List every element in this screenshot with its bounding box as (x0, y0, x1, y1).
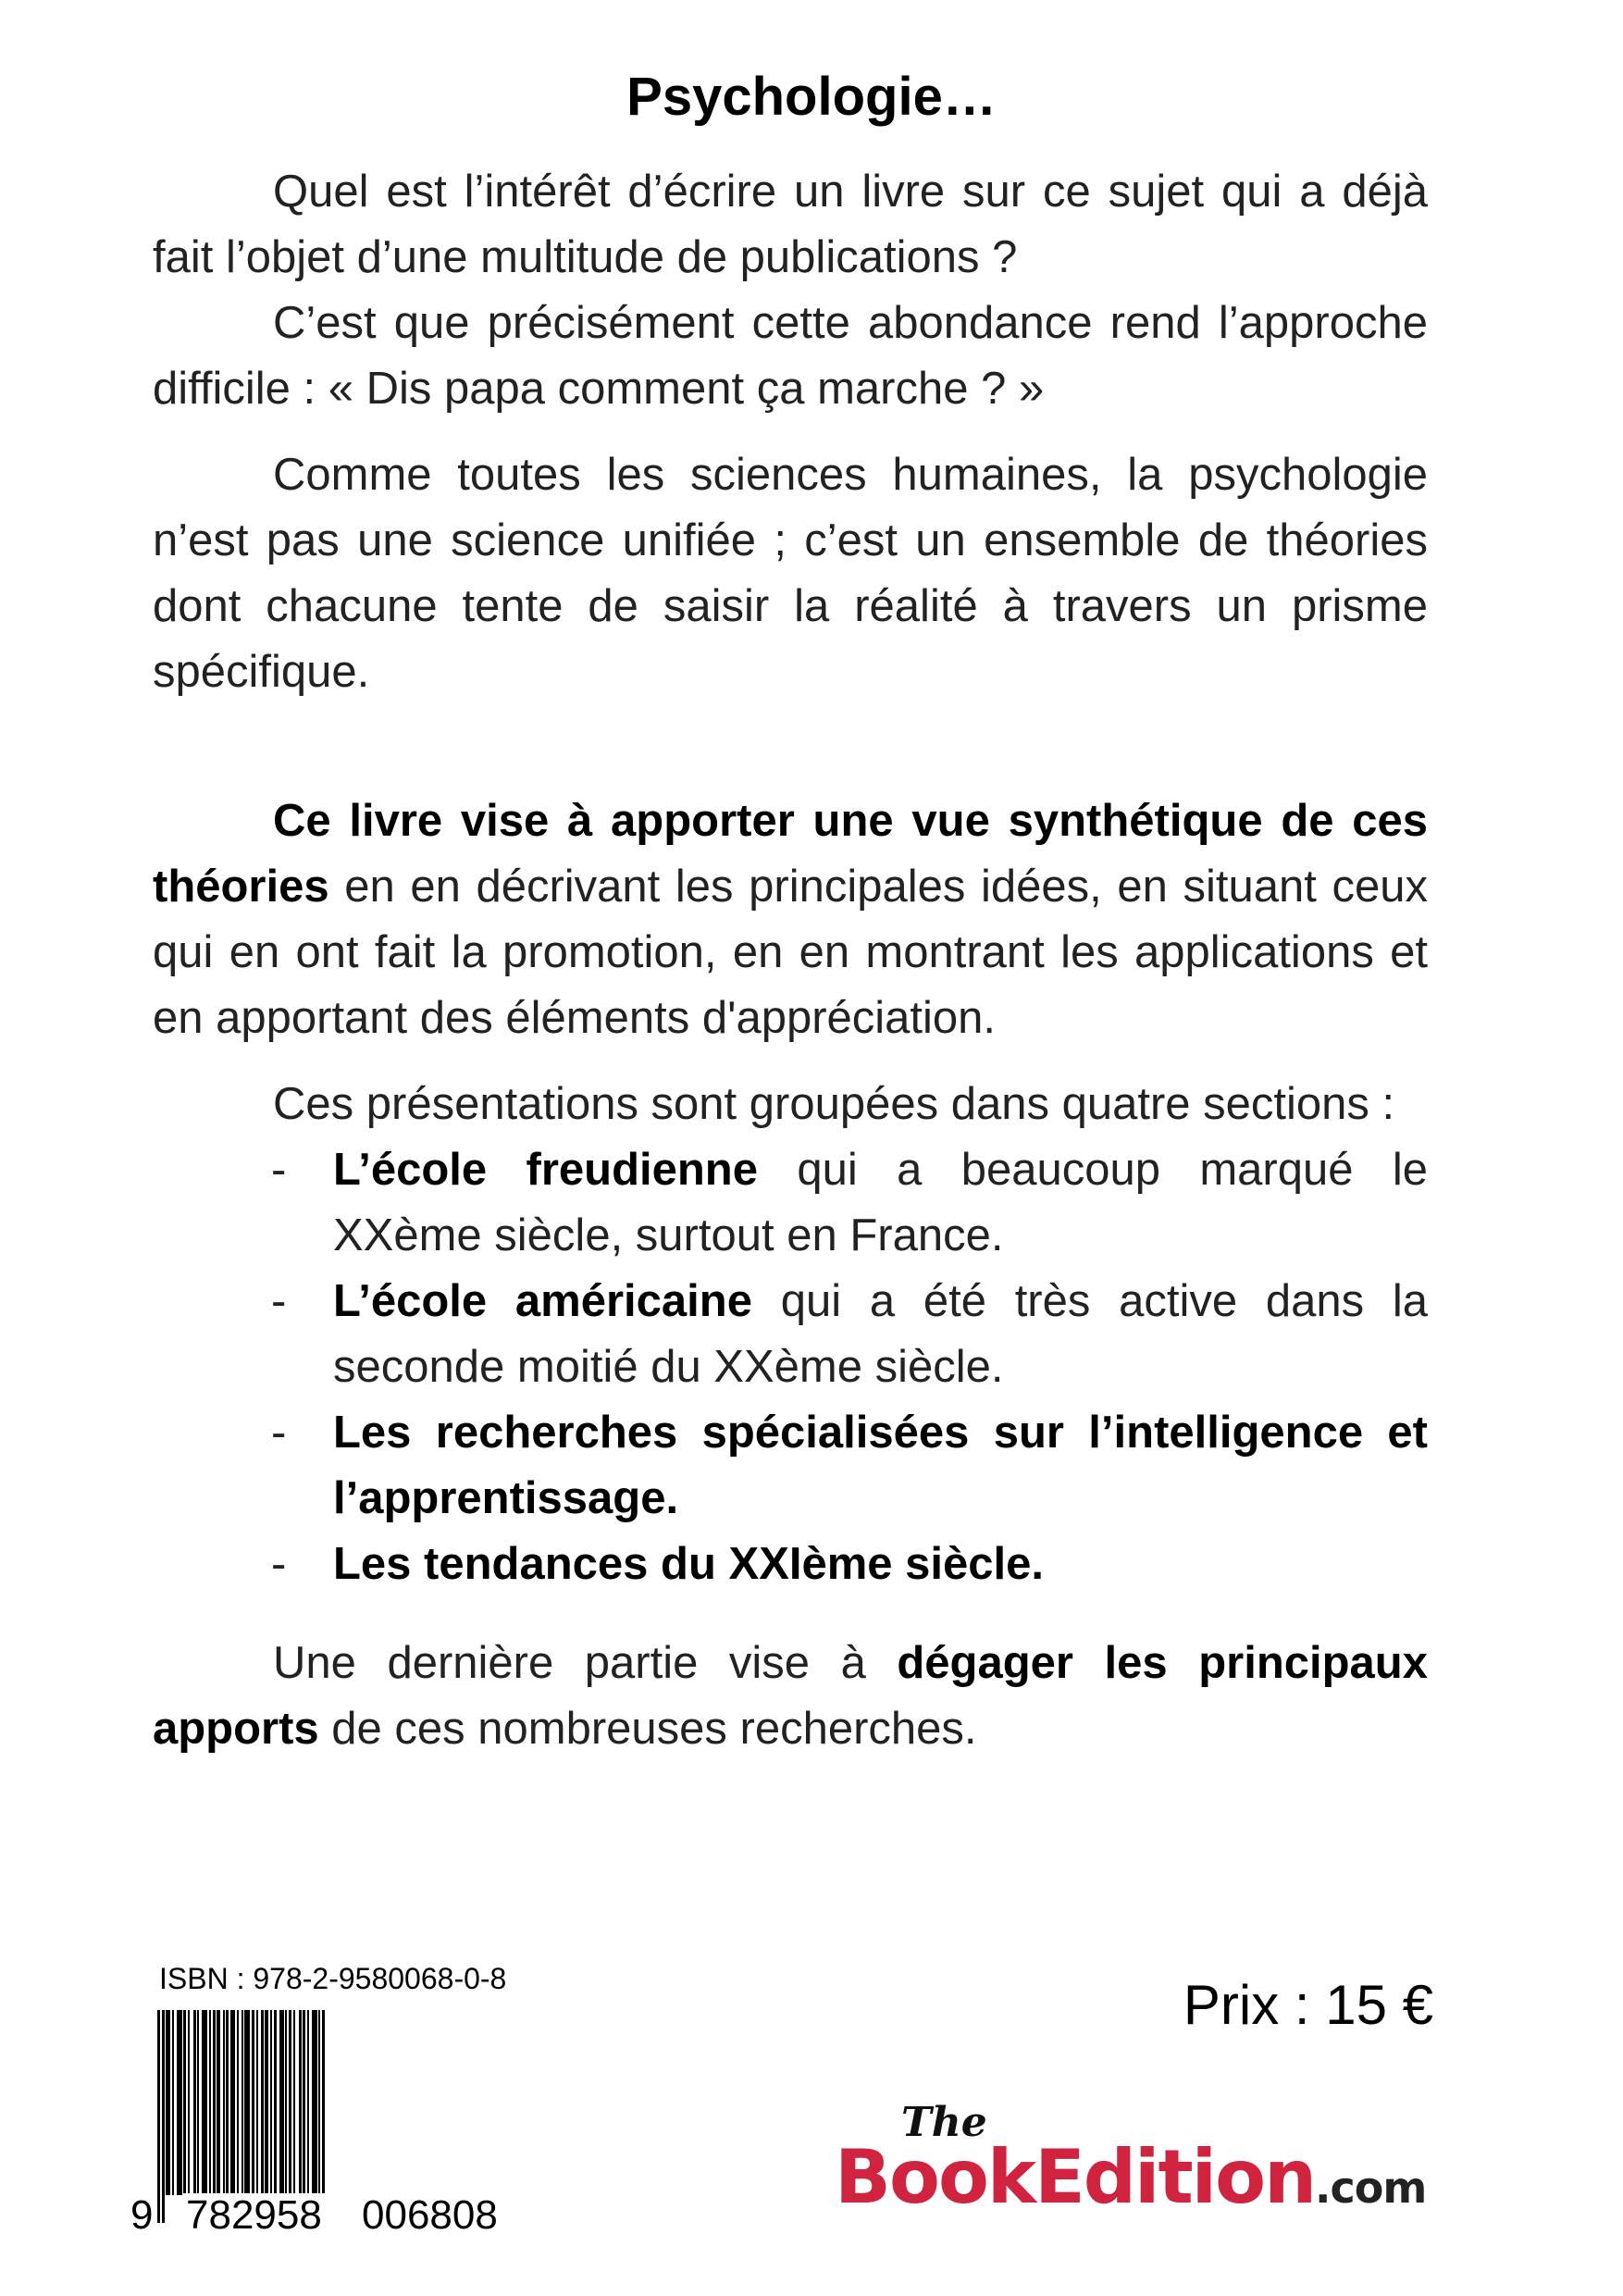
isbn-label: ISBN : 978-2-9580068-0-8 (159, 1962, 507, 1995)
closing-paragraph (153, 1631, 1428, 1762)
closing-text-post: de ces nombreuses recherches. (318, 1704, 977, 1754)
logo-wordmark (835, 2134, 1426, 2220)
section-item (153, 1269, 1428, 1400)
closing-text-pre: Une dernière partie vise à (273, 1638, 898, 1688)
section-item-bold: Les recherches spécialisées sur l’intelligence et l’apprentissage. (333, 1408, 1428, 1523)
intro-paragraph-2: C’est que précisément cette abondance rend l’approche difficile : « Dis papa comment ça marche ? » (153, 298, 1428, 414)
section-item-text: qui a été très active dans la seconde moitié du XXème siècle. (333, 1276, 1429, 1392)
section-item-bold: Les tendances du XXIème siècle. (333, 1539, 1045, 1589)
aim-bold-text: Ce livre vise à apporter une vue synthétique de ces théories (153, 796, 1428, 912)
barcode-digit-group-2: 006808 (359, 2193, 501, 2238)
sections-intro: Ces présentations sont groupées dans quatre sections : (273, 1079, 1395, 1129)
barcode (157, 2010, 516, 2223)
section-item (153, 1137, 1428, 1269)
book-title: Psychologie… (626, 67, 997, 127)
intro-paragraph-1: Quel est l’intérêt d’écrire un livre sur ce sujet qui a déjà fait l’objet d’une multitude de publications ? (153, 167, 1428, 282)
section-item-bold: L’école américaine (333, 1276, 752, 1326)
closing-bold-text: dégager les principaux apports (153, 1638, 1428, 1754)
list-dash: - (271, 1276, 287, 1326)
section-item-bold: L’école freudienne (333, 1145, 758, 1195)
barcode-digit-group-1: 782958 (183, 2193, 325, 2238)
price: Prix : 15 € (1183, 1974, 1433, 2036)
publisher-logo (835, 2099, 1445, 2219)
section-item (153, 1400, 1428, 1532)
section-item (153, 1532, 1428, 1597)
sections-list (153, 1137, 1428, 1597)
list-dash: - (271, 1539, 287, 1589)
aim-text: en en décrivant les principales idées, en situant ceux qui en ont fait la promotion, en en montrant les applications et en apportant des éléments d'appréciation. (153, 862, 1428, 1043)
barcode-digits (128, 2193, 526, 2238)
logo-tld-text: .com (1315, 2163, 1427, 2213)
aim-paragraph (153, 788, 1428, 1051)
section-item-text: qui a beaucoup marqué le XXème siècle, surtout en France. (333, 1145, 1429, 1260)
list-dash: - (271, 1145, 287, 1195)
list-dash: - (271, 1408, 287, 1458)
back-cover-text (153, 159, 1428, 1762)
logo-the-text: The (901, 2099, 987, 2146)
logo-brand-text: BookEdition (835, 2134, 1316, 2220)
intro-paragraph-3: Comme toutes les sciences humaines, la psychologie n’est pas une science unifiée ; c’est un ensemble de théories dont chacune tente de saisir la réalité à travers un prisme spécifique. (153, 450, 1428, 697)
barcode-first-digit: 9 (128, 2193, 155, 2238)
